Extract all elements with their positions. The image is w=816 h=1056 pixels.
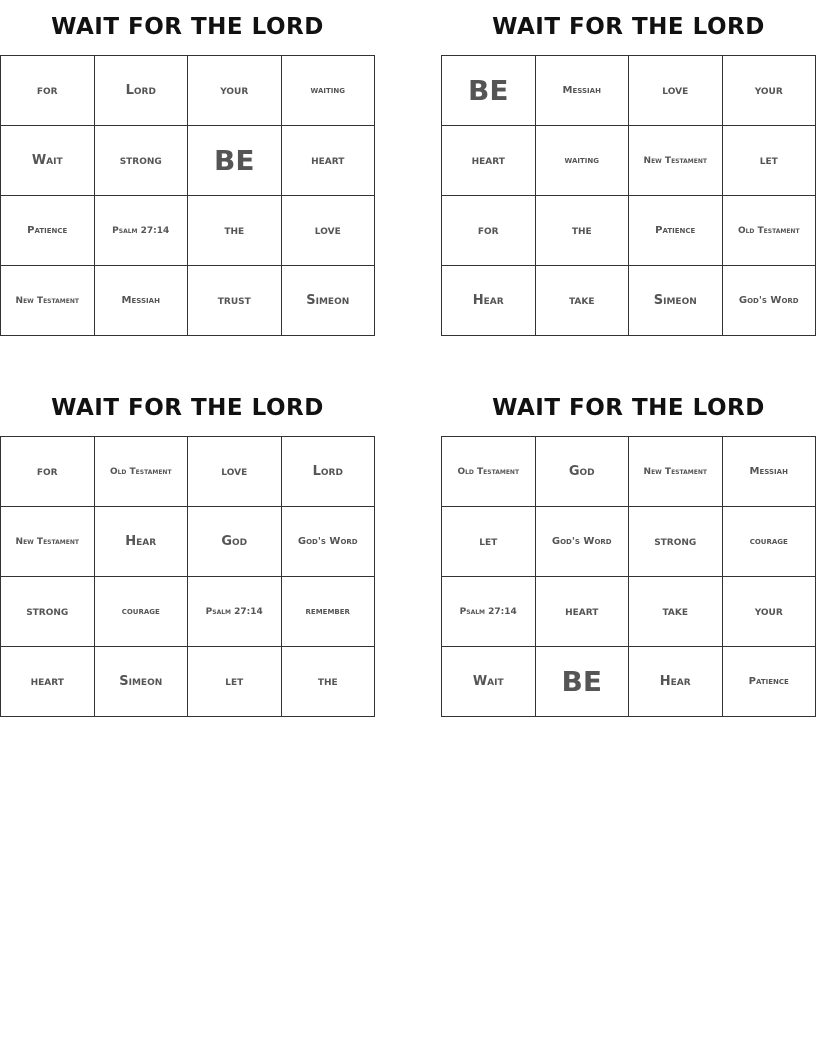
bingo-cell: your [188,56,282,126]
bingo-grid [0,55,375,336]
bingo-cell: God's Word [723,266,816,336]
bingo-cell: Wait [1,126,95,196]
card-title: WAIT FOR THE LORD [51,14,324,40]
bingo-cell: the [188,196,282,266]
bingo-cell: strong [95,126,189,196]
bingo-cell: Patience [629,196,723,266]
bingo-cell: Old Testament [723,196,816,266]
bingo-grid [441,55,816,336]
bingo-grid [441,436,816,717]
card-title: WAIT FOR THE LORD [492,395,765,421]
bingo-cell: God's Word [282,507,376,577]
bingo-cell: BE [442,56,536,126]
bingo-cell: the [282,647,376,717]
bingo-cell: love [629,56,723,126]
bingo-cell: love [188,437,282,507]
bingo-cell: take [536,266,630,336]
bingo-cell: God's Word [536,507,630,577]
bingo-cell: let [723,126,816,196]
bingo-cell: the [536,196,630,266]
bingo-cell: Psalm 27:14 [442,577,536,647]
bingo-cell: New Testament [629,126,723,196]
bingo-cell: Psalm 27:14 [188,577,282,647]
bingo-cell: Hear [629,647,723,717]
bingo-cell: waiting [536,126,630,196]
card-title: WAIT FOR THE LORD [51,395,324,421]
bingo-cell: strong [1,577,95,647]
bingo-cell: Simeon [282,266,376,336]
bingo-cell: Messiah [95,266,189,336]
bingo-cell: God [188,507,282,577]
bingo-cell: Patience [723,647,816,717]
bingo-card [441,0,816,336]
bingo-cell: Simeon [95,647,189,717]
bingo-cell: Wait [442,647,536,717]
bingo-cell: Lord [282,437,376,507]
bingo-cell: courage [95,577,189,647]
bingo-cell: Patience [1,196,95,266]
bingo-card [441,381,816,717]
bingo-cell: heart [1,647,95,717]
card-title: WAIT FOR THE LORD [492,14,765,40]
bingo-cell: New Testament [1,266,95,336]
bingo-cell: Old Testament [95,437,189,507]
bingo-cell: Hear [95,507,189,577]
bingo-cell: heart [282,126,376,196]
bingo-cell: heart [442,126,536,196]
bingo-cell: New Testament [629,437,723,507]
bingo-cell: God [536,437,630,507]
bingo-cell: trust [188,266,282,336]
bingo-cell: Messiah [536,56,630,126]
bingo-cell: strong [629,507,723,577]
bingo-cell: Simeon [629,266,723,336]
bingo-cell: your [723,56,816,126]
bingo-grid [0,436,375,717]
bingo-cell: for [442,196,536,266]
bingo-cell: heart [536,577,630,647]
bingo-cell: let [442,507,536,577]
bingo-cell: let [188,647,282,717]
bingo-cell: remember [282,577,376,647]
bingo-cell: your [723,577,816,647]
bingo-cell: Psalm 27:14 [95,196,189,266]
bingo-cell: courage [723,507,816,577]
bingo-cell: waiting [282,56,376,126]
bingo-cell: BE [536,647,630,717]
bingo-cell: for [1,56,95,126]
bingo-card [0,381,375,717]
bingo-cell: take [629,577,723,647]
bingo-cell: BE [188,126,282,196]
bingo-cell: love [282,196,376,266]
bingo-cell: New Testament [1,507,95,577]
bingo-cell: Lord [95,56,189,126]
bingo-card [0,0,375,336]
bingo-cell: for [1,437,95,507]
bingo-cell: Messiah [723,437,816,507]
bingo-cell: Old Testament [442,437,536,507]
bingo-cell: Hear [442,266,536,336]
